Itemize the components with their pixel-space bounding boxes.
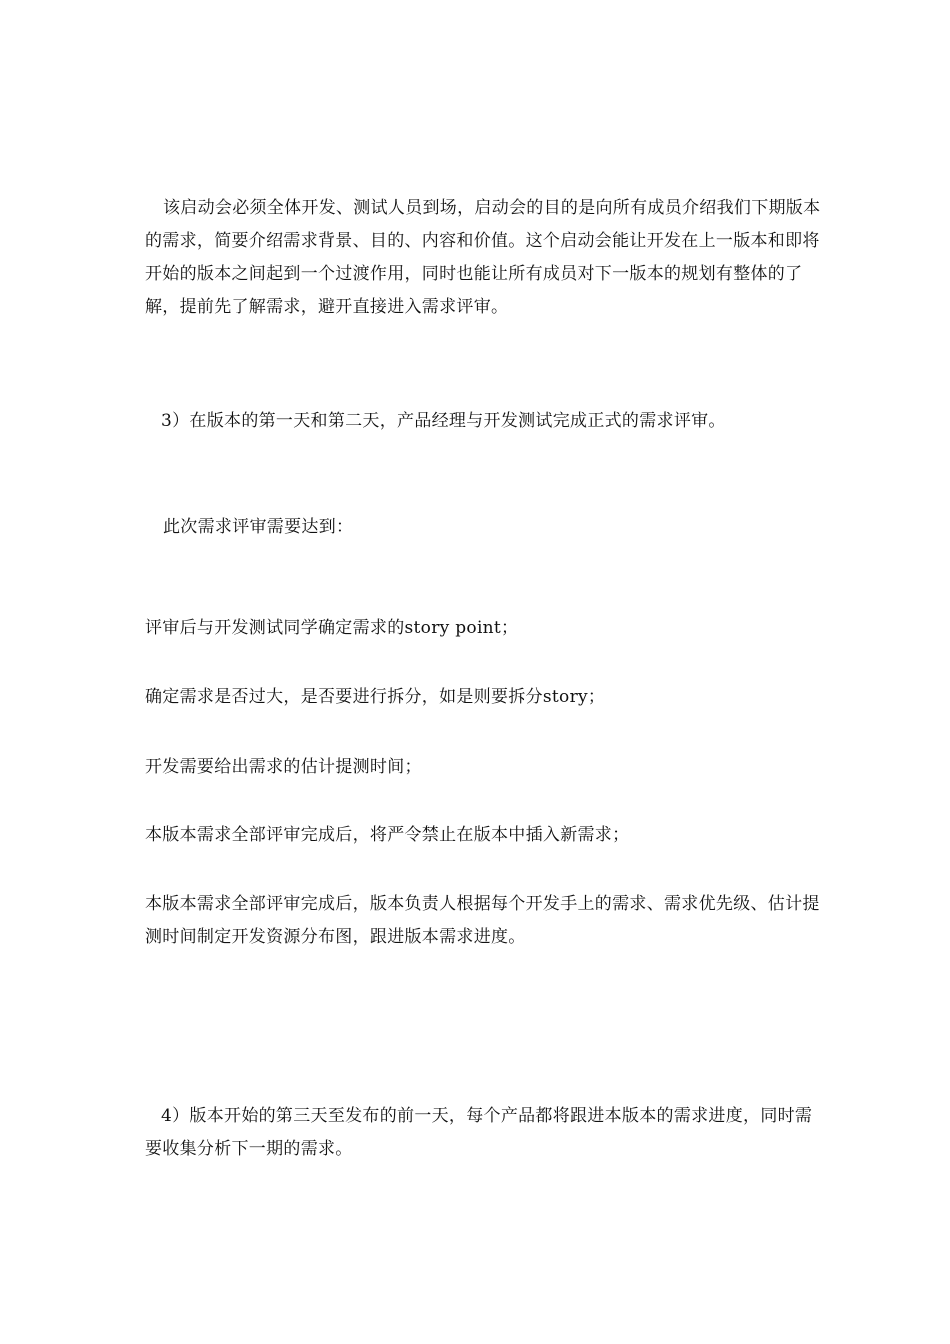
list-item-no-new-requirements: 本版本需求全部评审完成后，将严令禁止在版本中插入新需求； — [145, 825, 630, 845]
list-item-story-point: 评审后与开发测试同学确定需求的story point； — [145, 618, 519, 638]
list-item-split-story: 确定需求是否过大，是否要进行拆分，如是则要拆分story； — [145, 687, 606, 707]
paragraph-step-4: 4）版本开始的第三天至发布的前一天，每个产品都将跟进本版本的需求进度，同时需要收集分析下一期的需求。 — [145, 1106, 813, 1159]
paragraph-kickoff-meeting: 该启动会必须全体开发、测试人员到场，启动会的目的是向所有成员介绍我们下期版本的需求，简要介绍需求背景、目的、内容和价值。这个启动会能让开发在上一版本和即将开始的版本之间起到一个过渡作用，同时也能让所有成员对下一版本的规划有整体的了解，提前先了解需求，避开直接进入需求评审。 — [145, 198, 821, 317]
paragraph-review-goals: 此次需求评审需要达到： — [163, 517, 354, 537]
paragraph-step-3: 3）在版本的第一天和第二天，产品经理与开发测试完成正式的需求评审。 — [161, 411, 726, 431]
list-item-estimate-time: 开发需要给出需求的估计提测时间； — [145, 757, 422, 777]
list-item-resource-map: 本版本需求全部评审完成后，版本负责人根据每个开发手上的需求、需求优先级、估计提测时间制定开发资源分布图，跟进版本需求进度。 — [145, 894, 820, 947]
